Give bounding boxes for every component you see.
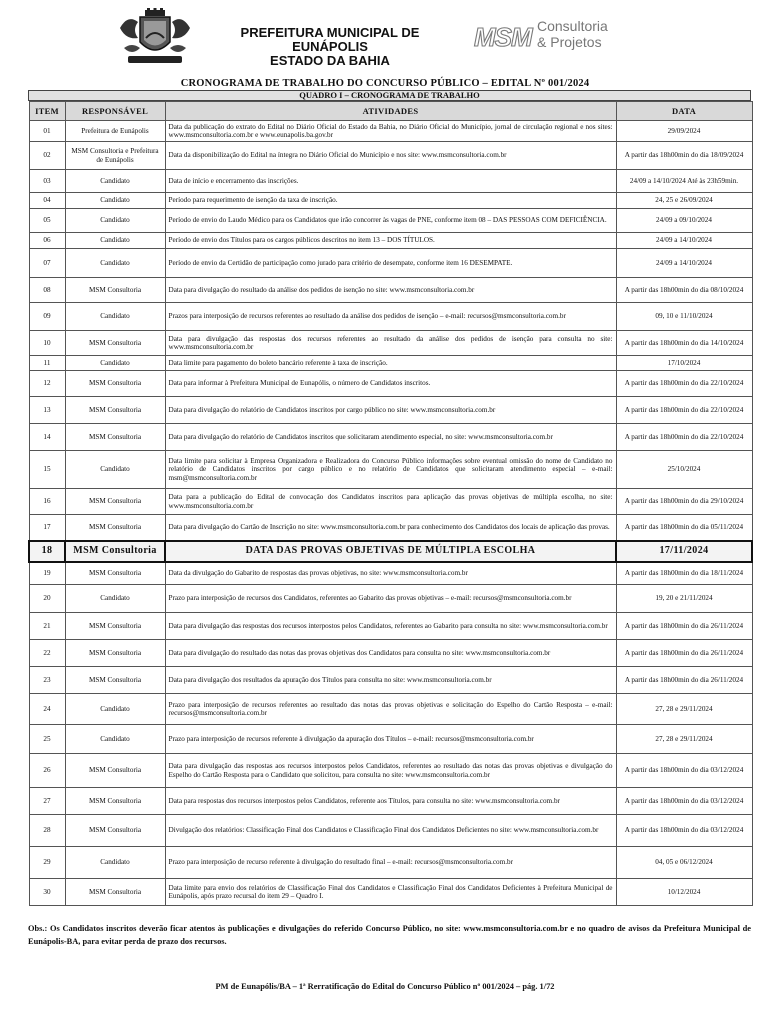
cell-data: A partir das 18h00min do dia 05/11/2024 <box>616 515 752 541</box>
cell-responsavel: MSM Consultoria <box>65 397 165 424</box>
table-row <box>29 209 752 233</box>
observation-note: Obs.: Os Candidatos inscritos deverão ficar atentos às publicações e divulgações do referido Concurso Público, no site: www.msmconsultoria.com.br e no quadro de avisos da Prefeitura Municipal de Eunápolis-BA, para evitar perda de prazo dos recursos. <box>28 924 751 946</box>
cell-atividade: Data para respostas dos recursos interpostos pelos Candidatos, referente aos Títulos, para consulta no site: www.msmconsultoria.com.br <box>165 788 616 815</box>
cell-atividade: Prazo para interposição de recursos referente à divulgação da apuração dos Títulos – e-mail: recursos@msmconsultoria.com.br <box>165 725 616 754</box>
cell-atividade: DATA DAS PROVAS OBJETIVAS DE MÚLTIPLA ESCOLHA <box>165 541 616 562</box>
cell-item: 20 <box>29 585 65 613</box>
table-row <box>29 613 752 640</box>
cell-item: 21 <box>29 613 65 640</box>
cell-item: 22 <box>29 640 65 667</box>
cell-responsavel: Candidato <box>65 694 165 725</box>
cell-atividade: Período de envio dos Títulos para os cargos públicos descritos no item 13 – DOS TÍTULOS. <box>165 233 616 249</box>
cell-item: 12 <box>29 371 65 397</box>
table-row <box>29 451 752 489</box>
cell-atividade: Período de envio do Laudo Médico para os Candidatos que irão concorrer às vagas de PNE, conforme item 08 – DAS PESSOAS COM DEFICIÊNCIA. <box>165 209 616 233</box>
cell-data: A partir das 18h00min do dia 29/10/2024 <box>616 489 752 515</box>
cell-item: 28 <box>29 815 65 847</box>
cell-atividade: Período de envio da Certidão de participação como jurado para critério de desempate, conforme item 16 DESEMPATE. <box>165 249 616 278</box>
cell-item: 08 <box>29 278 65 303</box>
cell-data: A partir das 18h00min do dia 03/12/2024 <box>616 754 752 788</box>
cell-responsavel: MSM Consultoria e Prefeitura de Eunápolis <box>65 142 165 170</box>
cell-responsavel: MSM Consultoria <box>65 788 165 815</box>
cell-atividade: Data para divulgação do relatório de Candidatos inscritos que solicitaram atendimento especial, no site: www.msmconsultoria.com.br <box>165 424 616 451</box>
cell-responsavel: Candidato <box>65 847 165 879</box>
cell-atividade: Data para divulgação das respostas aos recursos interpostos pelos Candidatos, referentes ao resultado das notas das provas objetivas e divulgação do Espelho do Cartão Resposta para o Candidato que solicitou, para consulta no site: www.msmconsultoria.com.br <box>165 754 616 788</box>
cell-atividade: Data para divulgação do relatório de Candidatos inscritos por cargo público no site: www.msmconsultoria.com.br <box>165 397 616 424</box>
cell-responsavel: Prefeitura de Eunápolis <box>65 121 165 142</box>
cell-data: 27, 28 e 29/11/2024 <box>616 725 752 754</box>
cell-data: 10/12/2024 <box>616 879 752 906</box>
table-row <box>29 754 752 788</box>
cell-atividade: Período para requerimento de isenção da taxa de inscrição. <box>165 193 616 209</box>
table-row <box>29 233 752 249</box>
table-row <box>29 489 752 515</box>
table-row <box>29 303 752 331</box>
cell-data: A partir das 18h00min do dia 22/10/2024 <box>616 397 752 424</box>
cell-item: 01 <box>29 121 65 142</box>
logo-line-1: Consultoria <box>537 18 608 34</box>
cell-item: 30 <box>29 879 65 906</box>
cell-atividade: Divulgação dos relatórios: Classificação Final dos Candidatos e Classificação Final dos Candidatos Deficientes no site: www.msmconsultoria.com.br <box>165 815 616 847</box>
cell-atividade: Data para divulgação do Cartão de Inscrição no site: www.msmconsultoria.com.br para conhecimento dos Candidatos dos locais de aplicação das provas. <box>165 515 616 541</box>
cell-item: 02 <box>29 142 65 170</box>
cell-atividade: Data da disponibilização do Edital na íntegra no Diário Oficial do Município e nos site: www.msmconsultoria.com.br <box>165 142 616 170</box>
column-header-data: DATA <box>616 102 752 121</box>
cell-data: 19, 20 e 21/11/2024 <box>616 585 752 613</box>
column-header-atividades: ATIVIDADES <box>165 102 616 121</box>
cell-responsavel: Candidato <box>65 585 165 613</box>
cell-data: 09, 10 e 11/10/2024 <box>616 303 752 331</box>
table-row <box>29 121 752 142</box>
cell-item: 15 <box>29 451 65 489</box>
cell-atividade: Data da divulgação do Gabarito de respostas das provas objetivas, no site: www.msmconsultoria.com.br <box>165 562 616 585</box>
cell-item: 24 <box>29 694 65 725</box>
cell-responsavel: MSM Consultoria <box>65 371 165 397</box>
table-row <box>29 815 752 847</box>
cell-item: 13 <box>29 397 65 424</box>
cell-item: 23 <box>29 667 65 694</box>
table-row <box>29 424 752 451</box>
cell-responsavel: MSM Consultoria <box>65 879 165 906</box>
table-row <box>29 847 752 879</box>
table-row <box>29 515 752 541</box>
cell-item: 10 <box>29 331 65 356</box>
cell-item: 06 <box>29 233 65 249</box>
table-row <box>29 397 752 424</box>
cell-data: A partir das 18h00min do dia 03/12/2024 <box>616 815 752 847</box>
cell-responsavel: MSM Consultoria <box>65 541 165 562</box>
cell-data: 24/09 a 09/10/2024 <box>616 209 752 233</box>
quadro-title: QUADRO I – CRONOGRAMA DE TRABALHO <box>28 90 751 101</box>
cell-responsavel: MSM Consultoria <box>65 331 165 356</box>
cell-data: 17/11/2024 <box>616 541 752 562</box>
cell-data: A partir das 18h00min do dia 26/11/2024 <box>616 613 752 640</box>
table-row <box>29 249 752 278</box>
table-row <box>29 278 752 303</box>
cell-data: A partir das 18h00min do dia 14/10/2024 <box>616 331 752 356</box>
cell-responsavel: MSM Consultoria <box>65 278 165 303</box>
msm-consultoria-logo <box>474 18 609 58</box>
cell-atividade: Data de início e encerramento das inscrições. <box>165 170 616 193</box>
cell-data: A partir das 18h00min do dia 18/11/2024 <box>616 562 752 585</box>
cell-item: 11 <box>29 356 65 371</box>
document-title: CRONOGRAMA DE TRABALHO DO CONCURSO PÚBLICO – EDITAL Nº 001/2024 <box>180 78 590 89</box>
cell-item: 07 <box>29 249 65 278</box>
table-header-row <box>29 102 752 121</box>
cell-item: 27 <box>29 788 65 815</box>
cell-data: A partir das 18h00min do dia 03/12/2024 <box>616 788 752 815</box>
table-row <box>29 356 752 371</box>
cell-atividade: Data para divulgação das respostas dos recursos referentes ao resultado da análise dos pedidos de isenção para consulta no site: www.msmconsultoria.com.br <box>165 331 616 356</box>
cell-atividade: Prazo para interposição de recursos referentes ao resultado das notas das provas objetivas e solicitação do Espelho do Cartão Resposta – e-mail: recursos@msmconsultoria.com.br <box>165 694 616 725</box>
schedule-table <box>28 101 753 906</box>
cell-atividade: Data para a publicação do Edital de convocação dos Candidatos inscritos para aplicação das provas objetivas de múltipla escolha, no site: www.msmconsultoria.com.br <box>165 489 616 515</box>
cell-atividade: Data para divulgação do resultado das notas das provas objetivas dos Candidatos para consulta no site: www.msmconsultoria.com.br <box>165 640 616 667</box>
table-row <box>29 585 752 613</box>
cell-responsavel: MSM Consultoria <box>65 489 165 515</box>
cell-responsavel: MSM Consultoria <box>65 515 165 541</box>
cell-item: 26 <box>29 754 65 788</box>
cell-atividade: Data para informar à Prefeitura Municipal de Eunapólis, o número de Candidatos inscritos. <box>165 371 616 397</box>
cell-data: 29/09/2024 <box>616 121 752 142</box>
cell-responsavel: MSM Consultoria <box>65 424 165 451</box>
cell-item: 19 <box>29 562 65 585</box>
cell-responsavel: Candidato <box>65 356 165 371</box>
page-footer: PM de Eunapólis/BA – 1ª Rerratificação do Edital do Concurso Público nº 001/2024 – pág. 1/72 <box>215 982 555 991</box>
cell-atividade: Data para divulgação do resultado da análise dos pedidos de isenção no site: www.msmconsultoria.com.br <box>165 278 616 303</box>
cell-item: 09 <box>29 303 65 331</box>
cell-item: 29 <box>29 847 65 879</box>
cell-responsavel: MSM Consultoria <box>65 640 165 667</box>
cell-data: A partir das 18h00min do dia 26/11/2024 <box>616 640 752 667</box>
table-row <box>29 667 752 694</box>
cell-atividade: Prazo para interposição de recurso referente à divulgação do resultado final – e-mail: recursos@msmconsultoria.com.br <box>165 847 616 879</box>
cell-data: A partir das 18h00min do dia 22/10/2024 <box>616 424 752 451</box>
table-row <box>29 640 752 667</box>
logo-mark: MSM <box>474 22 532 52</box>
cell-item: 03 <box>29 170 65 193</box>
cell-item: 17 <box>29 515 65 541</box>
logo-line-2: & Projetos <box>537 34 602 50</box>
cell-item: 05 <box>29 209 65 233</box>
cell-atividade: Data limite para pagamento do boleto bancário referente à taxa de inscrição. <box>165 356 616 371</box>
table-row-highlight <box>29 541 752 562</box>
cell-atividade: Data para divulgação dos resultados da apuração dos Títulos para consulta no site: www.msmconsultoria.com.br <box>165 667 616 694</box>
cell-data: 24/09 a 14/10/2024 Até às 23h59min. <box>616 170 752 193</box>
table-row <box>29 193 752 209</box>
cell-atividade: Prazo para interposição de recursos dos Candidatos, referentes ao Gabarito das provas objetivas – e-mail: recursos@msmconsultoria.com.br <box>165 585 616 613</box>
cell-data: 24/09 a 14/10/2024 <box>616 233 752 249</box>
cell-data: 27, 28 e 29/11/2024 <box>616 694 752 725</box>
cell-responsavel: MSM Consultoria <box>65 815 165 847</box>
cell-item: 18 <box>29 541 65 562</box>
cell-responsavel: Candidato <box>65 209 165 233</box>
column-header-item: ITEM <box>29 102 65 121</box>
cell-data: 25/10/2024 <box>616 451 752 489</box>
table-row <box>29 562 752 585</box>
table-row <box>29 788 752 815</box>
cell-data: A partir das 18h00min do dia 26/11/2024 <box>616 667 752 694</box>
cell-responsavel: MSM Consultoria <box>65 667 165 694</box>
cell-responsavel: MSM Consultoria <box>65 754 165 788</box>
cell-responsavel: Candidato <box>65 303 165 331</box>
header-title-line-1: PREFEITURA MUNICIPAL DE EUNÁPOLIS <box>240 25 420 54</box>
municipal-coat-of-arms-icon <box>118 8 192 66</box>
cell-item: 16 <box>29 489 65 515</box>
cell-responsavel: MSM Consultoria <box>65 562 165 585</box>
cell-responsavel: Candidato <box>65 451 165 489</box>
cell-atividade: Data da publicação do extrato do Edital no Diário Oficial do Estado da Bahia, no Diário Oficial do Município, jornal de circulação regional e nos sites: www.msmconsultoria.com.br e www.eunapolis.ba.gov.br <box>165 121 616 142</box>
document-header <box>0 0 770 72</box>
cell-atividade: Prazos para interposição de recursos referentes ao resultado da análise dos pedidos de isenção – e-mail: recursos@msmconsultoria.com.br <box>165 303 616 331</box>
table-row <box>29 170 752 193</box>
table-row <box>29 879 752 906</box>
cell-responsavel: Candidato <box>65 193 165 209</box>
cell-responsavel: MSM Consultoria <box>65 613 165 640</box>
table-row <box>29 331 752 356</box>
cell-atividade: Data limite para envio dos relatórios de Classificação Final dos Candidatos e Classificação Final dos Candidatos Deficientes à Prefeitura Municipal de Eunápolis, após prazo recursal do item 29 – Quadro I. <box>165 879 616 906</box>
header-title <box>205 26 455 68</box>
table-row <box>29 694 752 725</box>
cell-responsavel: Candidato <box>65 233 165 249</box>
table-row <box>29 371 752 397</box>
header-title-line-2: ESTADO DA BAHIA <box>270 53 390 68</box>
table-row <box>29 142 752 170</box>
cell-data: A partir das 18h00min do dia 18/09/2024 <box>616 142 752 170</box>
cell-item: 14 <box>29 424 65 451</box>
cell-data: 24, 25 e 26/09/2024 <box>616 193 752 209</box>
cell-responsavel: Candidato <box>65 725 165 754</box>
cell-data: A partir das 18h00min do dia 08/10/2024 <box>616 278 752 303</box>
cell-item: 25 <box>29 725 65 754</box>
cell-atividade: Data para divulgação das respostas dos recursos interpostos pelos Candidatos, referentes ao Gabarito para consulta no site: www.msmconsultoria.com.br <box>165 613 616 640</box>
cell-data: 24/09 a 14/10/2024 <box>616 249 752 278</box>
table-row <box>29 725 752 754</box>
column-header-responsavel: RESPONSÁVEL <box>65 102 165 121</box>
cell-data: 17/10/2024 <box>616 356 752 371</box>
cell-atividade: Data limite para solicitar à Empresa Organizadora e Realizadora do Concurso Público informações sobre eventual omissão do nome de Candidato no relatório de Candidatos inscritos por cargo público e no relatório de Candidatos que solicitaram atendimento especial – e-mail: msm@msmconsultoria.com.br <box>165 451 616 489</box>
cell-responsavel: Candidato <box>65 249 165 278</box>
cell-item: 04 <box>29 193 65 209</box>
cell-responsavel: Candidato <box>65 170 165 193</box>
cell-data: A partir das 18h00min do dia 22/10/2024 <box>616 371 752 397</box>
cell-data: 04, 05 e 06/12/2024 <box>616 847 752 879</box>
logo-text <box>537 18 608 50</box>
